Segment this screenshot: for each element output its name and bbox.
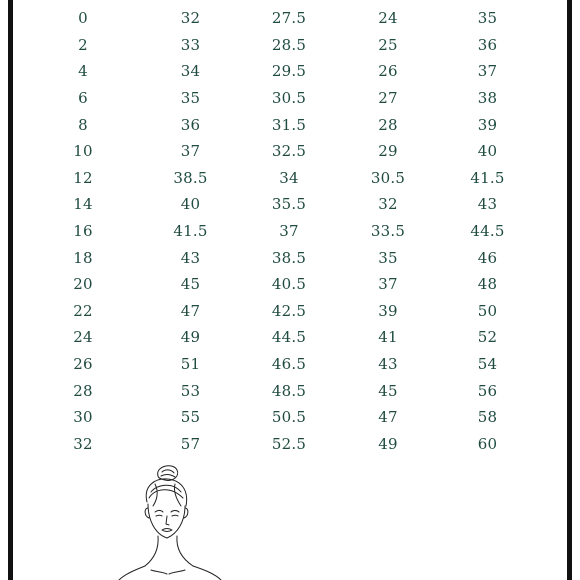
table-cell: 14 bbox=[73, 195, 93, 214]
table-cell: 34 bbox=[180, 62, 201, 81]
table-cell: 31.5 bbox=[271, 115, 307, 134]
size-table bbox=[33, 5, 543, 457]
table-cell: 8 bbox=[78, 115, 88, 134]
table-cell: 52.5 bbox=[271, 434, 307, 453]
table-cell: 32 bbox=[180, 9, 201, 28]
table-cell: 44.5 bbox=[470, 222, 505, 241]
table-cell: 47 bbox=[180, 301, 201, 320]
table-row bbox=[33, 218, 543, 245]
table-cell: 33 bbox=[180, 35, 201, 54]
table-cell: 40.5 bbox=[271, 275, 307, 294]
table-row bbox=[33, 58, 543, 85]
table-cell: 27.5 bbox=[271, 9, 307, 28]
table-row bbox=[33, 377, 543, 404]
table-row bbox=[33, 5, 543, 32]
table-cell: 51 bbox=[180, 355, 201, 374]
table-cell: 25 bbox=[378, 35, 398, 54]
table-cell: 37 bbox=[477, 62, 498, 81]
table-cell: 58 bbox=[477, 408, 498, 427]
table-cell: 24 bbox=[73, 328, 93, 347]
table-cell: 47 bbox=[378, 408, 398, 427]
table-cell: 41.5 bbox=[470, 168, 505, 187]
table-row bbox=[33, 324, 543, 351]
table-cell: 18 bbox=[73, 248, 93, 267]
table-cell: 52 bbox=[477, 328, 498, 347]
table-cell: 43 bbox=[477, 195, 498, 214]
woman-figure-icon bbox=[115, 462, 235, 580]
table-cell: 24 bbox=[378, 9, 398, 28]
table-cell: 27 bbox=[378, 89, 398, 108]
table-row bbox=[33, 111, 543, 138]
table-cell: 46.5 bbox=[271, 355, 307, 374]
table-cell: 2 bbox=[78, 35, 88, 54]
table-row bbox=[33, 85, 543, 112]
table-cell: 41 bbox=[378, 328, 398, 347]
table-row bbox=[33, 298, 543, 325]
table-cell: 36 bbox=[180, 115, 201, 134]
table-cell: 35.5 bbox=[271, 195, 307, 214]
table-cell: 26 bbox=[73, 355, 93, 374]
table-row bbox=[33, 431, 543, 458]
table-row bbox=[33, 32, 543, 59]
table-row bbox=[33, 191, 543, 218]
table-cell: 43 bbox=[180, 248, 201, 267]
table-row bbox=[33, 138, 543, 165]
table-row bbox=[33, 271, 543, 298]
table-cell: 28 bbox=[73, 381, 93, 400]
table-cell: 39 bbox=[477, 115, 498, 134]
table-cell: 35 bbox=[477, 9, 498, 28]
table-cell: 40 bbox=[477, 142, 498, 161]
table-cell: 37 bbox=[279, 222, 299, 241]
table-row bbox=[33, 351, 543, 378]
table-cell: 38.5 bbox=[271, 248, 307, 267]
table-cell: 53 bbox=[180, 381, 201, 400]
table-cell: 45 bbox=[180, 275, 201, 294]
table-cell: 54 bbox=[477, 355, 498, 374]
table-cell: 35 bbox=[378, 248, 398, 267]
table-cell: 10 bbox=[73, 142, 93, 161]
table-cell: 20 bbox=[73, 275, 93, 294]
table-cell: 32 bbox=[378, 195, 398, 214]
table-cell: 41.5 bbox=[173, 222, 208, 241]
table-cell: 32.5 bbox=[271, 142, 307, 161]
table-row bbox=[33, 244, 543, 271]
table-cell: 38 bbox=[477, 89, 498, 108]
table-cell: 46 bbox=[477, 248, 498, 267]
table-cell: 4 bbox=[78, 62, 88, 81]
table-cell: 35 bbox=[180, 89, 201, 108]
table-cell: 26 bbox=[378, 62, 398, 81]
table-cell: 60 bbox=[477, 434, 498, 453]
table-cell: 42.5 bbox=[271, 301, 307, 320]
table-cell: 22 bbox=[73, 301, 93, 320]
right-border bbox=[567, 0, 572, 580]
table-cell: 30 bbox=[73, 408, 93, 427]
table-cell: 57 bbox=[180, 434, 201, 453]
table-cell: 56 bbox=[477, 381, 498, 400]
left-border bbox=[8, 0, 13, 580]
table-cell: 45 bbox=[378, 381, 398, 400]
table-cell: 30.5 bbox=[271, 89, 307, 108]
table-cell: 44.5 bbox=[271, 328, 307, 347]
table-cell: 37 bbox=[378, 275, 398, 294]
table-cell: 48 bbox=[477, 275, 498, 294]
table-cell: 36 bbox=[477, 35, 498, 54]
table-cell: 40 bbox=[180, 195, 201, 214]
table-cell: 49 bbox=[378, 434, 398, 453]
table-cell: 49 bbox=[180, 328, 201, 347]
table-cell: 48.5 bbox=[271, 381, 307, 400]
table-cell: 37 bbox=[180, 142, 201, 161]
table-cell: 12 bbox=[73, 168, 93, 187]
table-cell: 50 bbox=[477, 301, 498, 320]
table-cell: 30.5 bbox=[370, 168, 406, 187]
table-cell: 16 bbox=[73, 222, 93, 241]
table-row bbox=[33, 404, 543, 431]
table-row bbox=[33, 165, 543, 192]
table-cell: 29 bbox=[378, 142, 398, 161]
table-cell: 34 bbox=[279, 168, 299, 187]
table-cell: 28.5 bbox=[271, 35, 307, 54]
table-cell: 55 bbox=[180, 408, 201, 427]
table-cell: 28 bbox=[378, 115, 398, 134]
table-cell: 50.5 bbox=[271, 408, 307, 427]
table-cell: 0 bbox=[78, 9, 88, 28]
table-cell: 38.5 bbox=[173, 168, 208, 187]
table-cell: 43 bbox=[378, 355, 398, 374]
table-cell: 29.5 bbox=[271, 62, 307, 81]
table-cell: 39 bbox=[378, 301, 398, 320]
table-cell: 33.5 bbox=[370, 222, 406, 241]
table-cell: 6 bbox=[78, 89, 88, 108]
table-cell: 32 bbox=[73, 434, 93, 453]
